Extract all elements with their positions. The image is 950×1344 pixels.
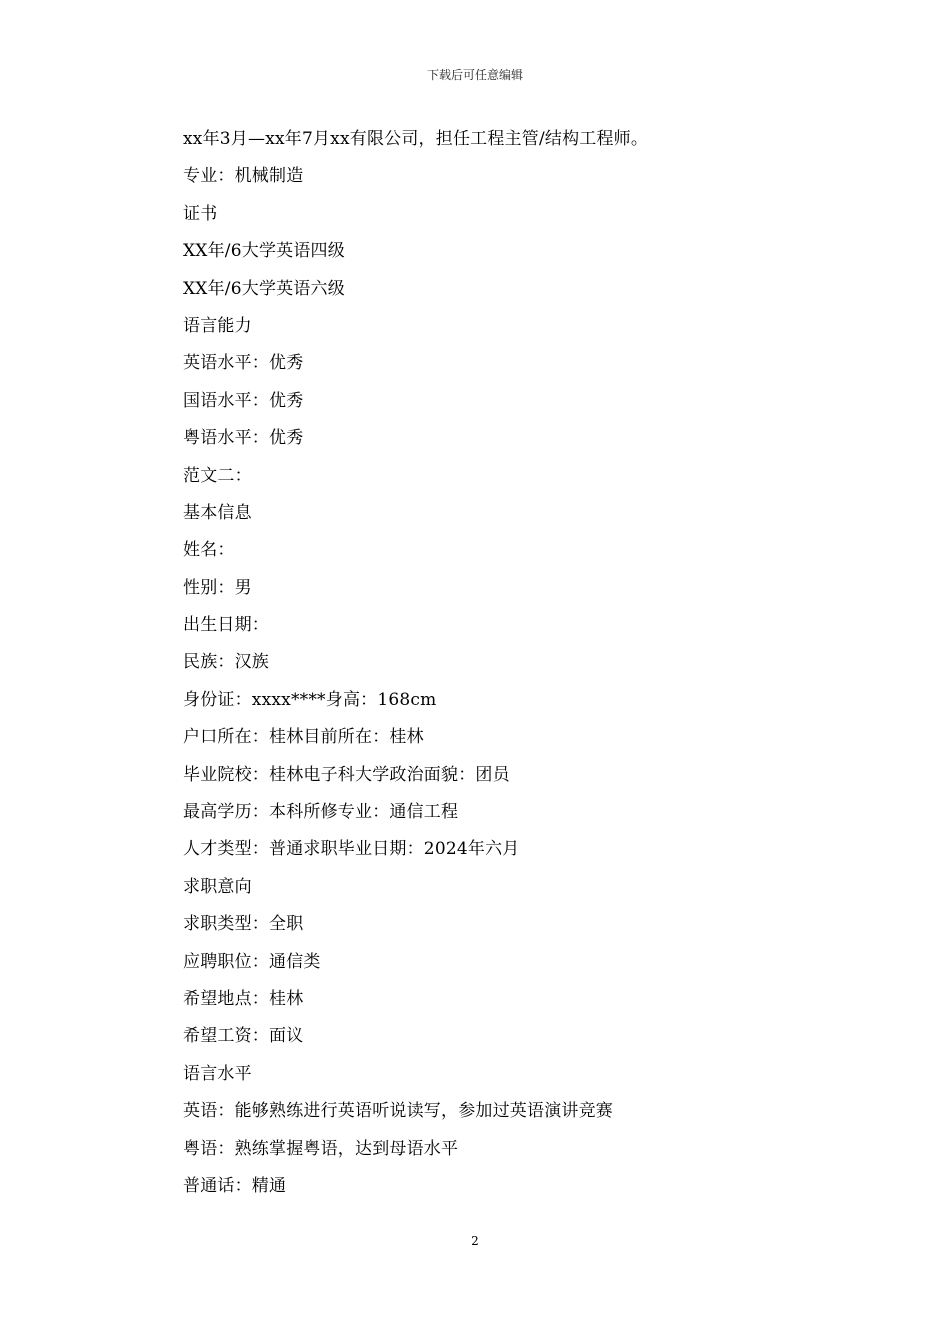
- section-heading-sample-two: 范文二：: [183, 465, 252, 486]
- text-line-position: 应聘职位：通信类: [183, 951, 321, 972]
- text-line-major: 专业：机械制造: [183, 166, 304, 187]
- text-line-name: 姓名：: [183, 540, 235, 561]
- text-line-id-height: 身份证：xxxx****身高：168cm: [183, 689, 437, 710]
- document-body: [183, 121, 823, 1205]
- text-line-english-level: 英语水平：优秀: [183, 353, 304, 374]
- text-line-work-experience: xx年3月—xx年7月xx有限公司，担任工程主管/结构工程师。: [183, 129, 649, 149]
- page-number: 2: [471, 1234, 479, 1248]
- section-heading-language-level: 语言水平: [183, 1063, 252, 1084]
- text-line-gender: 性别：男: [183, 577, 252, 598]
- text-line-cet4: XX年/6大学英语四级: [183, 241, 345, 262]
- page-header: 下载后可任意编辑: [426, 68, 523, 82]
- text-line-mandarin: 普通话：精通: [183, 1175, 287, 1196]
- text-line-salary: 希望工资：面议: [183, 1026, 304, 1047]
- text-line-education-major: 最高学历：本科所修专业：通信工程: [183, 802, 459, 823]
- section-heading-language-ability: 语言能力: [183, 315, 252, 336]
- text-line-english: 英语：能够熟练进行英语听说读写，参加过英语演讲竞赛: [183, 1101, 613, 1122]
- section-heading-certificates: 证书: [183, 203, 218, 224]
- text-line-ethnicity: 民族：汉族: [183, 652, 269, 673]
- text-line-job-type: 求职类型：全职: [183, 914, 304, 935]
- section-heading-job-intention: 求职意向: [183, 876, 252, 897]
- text-line-talent-graduation: 人才类型：普通求职毕业日期：2024年六月: [183, 839, 520, 860]
- section-heading-basic-info: 基本信息: [183, 502, 252, 523]
- text-line-location: 希望地点：桂林: [183, 988, 304, 1009]
- text-line-mandarin-level: 国语水平：优秀: [183, 390, 304, 411]
- text-line-school-political: 毕业院校：桂林电子科大学政治面貌：团员: [183, 764, 510, 785]
- text-line-birth-date: 出生日期：: [183, 615, 269, 636]
- text-line-cantonese-level: 粤语水平：优秀: [183, 428, 304, 449]
- text-line-residence: 户口所在：桂林目前所在：桂林: [183, 727, 424, 748]
- text-line-cantonese: 粤语：熟练掌握粤语，达到母语水平: [183, 1138, 459, 1159]
- text-line-cet6: XX年/6大学英语六级: [183, 278, 345, 299]
